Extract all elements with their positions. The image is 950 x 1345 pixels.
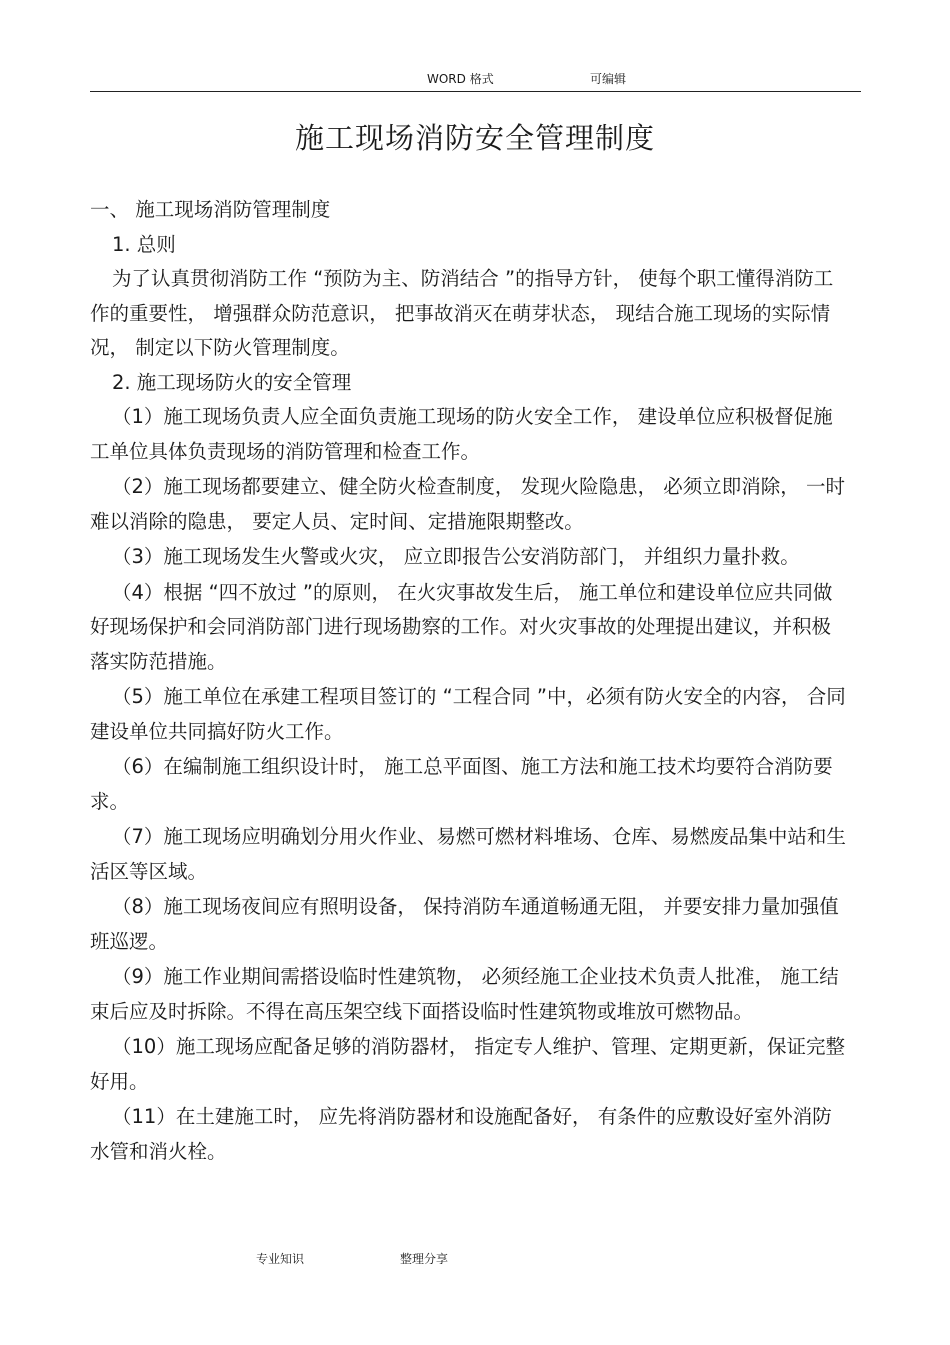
document-body xyxy=(90,193,850,1169)
list-item: （8）施工现场夜间应有照明设备， 保持消防车通道畅通无阻， 并要安排力量加强值班巡逻。 xyxy=(90,895,839,953)
list-item: （7）施工现场应明确划分用火作业、易燃可燃材料堆场、仓库、易燃废品集中站和生活区等区域。 xyxy=(90,825,846,883)
header-format-label: WORD 格式 xyxy=(427,72,494,86)
list-item: （2）施工现场都要建立、健全防火检查制度， 发现火险隐患， 必须立即消除， 一时难以消除的隐患， 要定人员、定时间、定措施限期整改。 xyxy=(90,475,846,533)
subsection-general: 1. 总则 xyxy=(112,232,176,256)
list-item: （5）施工单位在承建工程项目签订的 “工程合同 ”中，必须有防火安全的内容， 合同建设单位共同搞好防火工作。 xyxy=(90,685,846,743)
header-editable-label: 可编辑 xyxy=(590,72,627,86)
list-item: （4）根据 “四不放过 ”的原则， 在火灾事故发生后， 施工单位和建设单位应共同做好现场保护和会同消防部门进行现场勘察的工作。对火灾事故的处理提出建议，并积极落实防范措施。 xyxy=(90,580,833,673)
footer-left-label: 专业知识 xyxy=(256,1252,305,1266)
subsection-fire-safety: 2. 施工现场防火的安全管理 xyxy=(112,370,352,394)
list-item: （11）在土建施工时， 应先将消防器材和设施配备好， 有条件的应敷设好室外消防水管和消火栓。 xyxy=(90,1105,832,1163)
section-heading: 一、 施工现场消防管理制度 xyxy=(90,198,331,221)
list-item: （1）施工现场负责人应全面负责施工现场的防火安全工作， 建设单位应积极督促施工单位具体负责现场的消防管理和检查工作。 xyxy=(90,405,833,463)
footer-right-label: 整理分享 xyxy=(400,1252,449,1266)
header-divider xyxy=(90,91,861,92)
general-paragraph: 为了认真贯彻消防工作 “预防为主、防消结合 ”的指导方针， 使每个职工懂得消防工作的重要性， 增强群众防范意识， 把事故消灭在萌芽状态， 现结合施工现场的实际情况， 制定以下防火管理制度。 xyxy=(90,267,834,359)
list-item: （9）施工作业期间需搭设临时性建筑物， 必须经施工企业技术负责人批准， 施工结束后应及时拆除。不得在高压架空线下面搭设临时性建筑物或堆放可燃物品。 xyxy=(90,965,839,1023)
list-item: （3）施工现场发生火警或火灾， 应立即报告公安消防部门， 并组织力量扑救。 xyxy=(112,545,800,568)
document-title: 施工现场消防安全管理制度 xyxy=(294,121,655,155)
list-item: （6）在编制施工组织设计时， 施工总平面图、施工方法和施工技术均要符合消防要求。 xyxy=(90,755,833,813)
list-item: （10）施工现场应配备足够的消防器材， 指定专人维护、管理、定期更新，保证完整好用。 xyxy=(90,1035,846,1093)
